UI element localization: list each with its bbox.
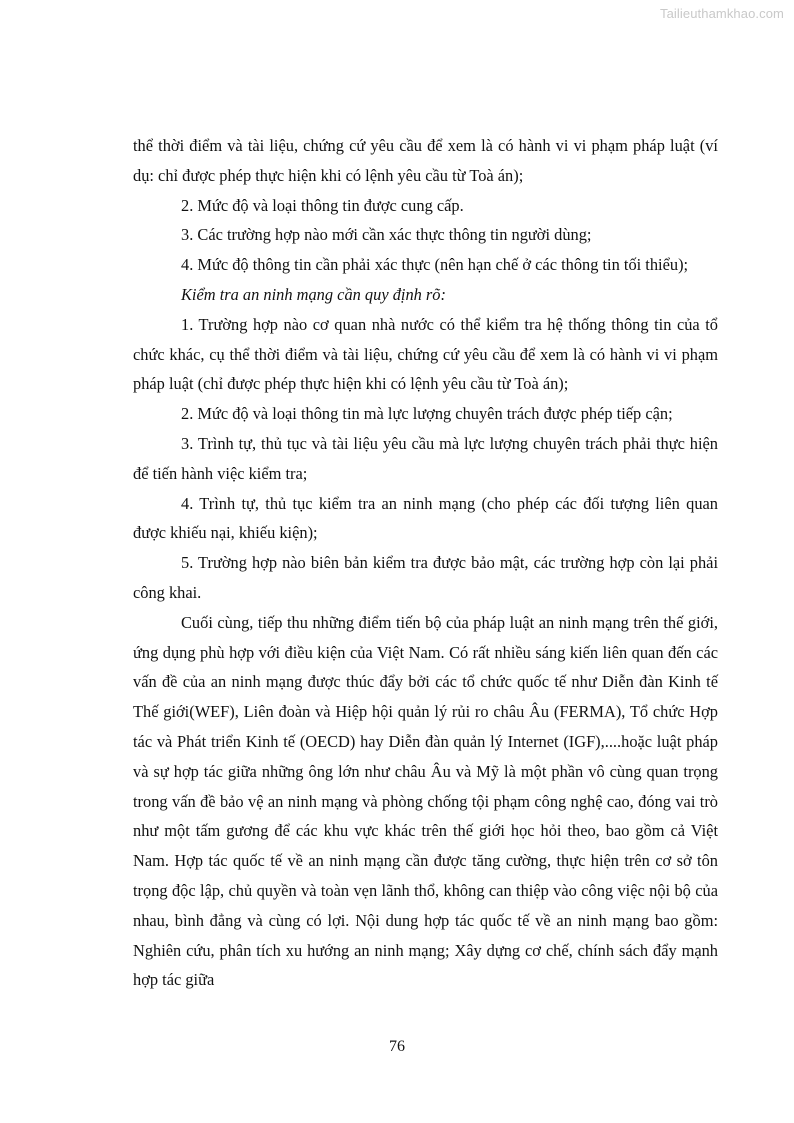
paragraph-continuation: thể thời điểm và tài liệu, chứng cứ yêu cầu để xem là có hành vi vi phạm pháp luật (ví dụ: chỉ được phép thực hiện khi có lệnh yêu cầu từ Toà án); — [133, 136, 718, 185]
watermark-text: Tailieuthamkhao.com — [659, 6, 784, 21]
list-item: 3. Trình tự, thủ tục và tài liệu yêu cầu mà lực lượng chuyên trách phải thực hiện để tiến hành việc kiểm tra; — [133, 433, 718, 483]
list-item: 4. Trình tự, thủ tục kiểm tra an ninh mạng (cho phép các đối tượng liên quan được khiếu nại, khiếu kiện); — [133, 493, 718, 543]
list-item: 5. Trường hợp nào biên bản kiểm tra được bảo mật, các trường hợp còn lại phải công khai. — [133, 553, 718, 602]
body-paragraph: Cuối cùng, tiếp thu những điểm tiến bộ của pháp luật an ninh mạng trên thế giới, ứng dụng phù hợp với điều kiện của Việt Nam. Có rất nhiều sáng kiến liên quan đến các vấn đề của an ninh mạng được thúc đẩy bởi các tổ chức quốc tế như Diễn đàn Kinh tế Thế giới(WEF), Liên đoàn và Hiệp hội quản lý rủi ro châu Âu (FERMA), Tổ chức Hợp tác và Phát triển Kinh tế (OECD) hay Diễn đàn quản lý Internet (IGF),....hoặc luật pháp và sự hợp tác giữa những ông lớn như châu Âu và Mỹ là một phần vô cùng quan trọng trong vấn đề bảo vệ an ninh mạng và phòng chống tội phạm công nghệ cao, đóng vai trò như một tấm gương để các khu vực khác trên thế giới học hỏi theo, bao gồm cả Việt Nam. Hợp tác quốc tế về an ninh mạng cần được tăng cường, thực hiện trên cơ sở tôn trọng độc lập, chủ quyền và toàn vẹn lãnh thổ, không can thiệp vào công việc nội bộ của nhau, bình đẳng và cùng có lợi. Nội dung hợp tác quốc tế về an ninh mạng bao gồm: Nghiên cứu, phân tích xu hướng an ninh mạng; Xây dựng cơ chế, chính sách đẩy mạnh hợp tác giữa — [133, 612, 718, 990]
list-item: 2. Mức độ và loại thông tin được cung cấp. — [181, 195, 464, 215]
section-subheading: Kiểm tra an ninh mạng cần quy định rõ: — [181, 284, 446, 304]
list-item: 3. Các trường hợp nào mới cần xác thực thông tin người dùng; — [181, 225, 592, 245]
page-number: 76 — [389, 1038, 405, 1055]
document-body — [133, 131, 718, 995]
list-item: 2. Mức độ và loại thông tin mà lực lượng chuyên trách được phép tiếp cận; — [181, 404, 673, 424]
list-item: 4. Mức độ thông tin cần phải xác thực (nên hạn chế ở các thông tin tối thiểu); — [181, 255, 689, 275]
list-item: 1. Trường hợp nào cơ quan nhà nước có thể kiểm tra hệ thống thông tin của tổ chức khác, cụ thể thời điểm và tài liệu, chứng cứ yêu cầu để xem là có hành vi vi phạm pháp luật (chỉ được phép thực hiện khi có lệnh yêu cầu từ Toà án); — [133, 314, 718, 394]
